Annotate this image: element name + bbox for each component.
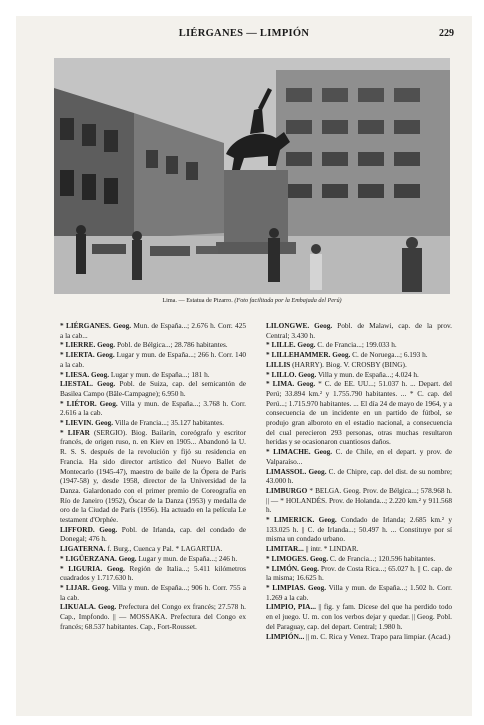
running-title: LIÉRGANES — LIMPIÓN — [178, 28, 310, 39]
entry-lierta: * LIERTA. Geog. Lugar y mun. de España...; 266 h. Corr. 140 a la cab. — [60, 350, 246, 369]
entry-limitar: LIMITAR... || intr. * LINDAR. — [266, 544, 359, 554]
caption-main: Lima. — Estatua de Pizarro. — [162, 297, 233, 304]
entry-limburgo: LIMBURGO * BELGA. Geog. Prov. de Bélgica...; 578.968 h. || — * HOLANDÉS. Prov. de Holanda...; 2.220 km.² y 911.568 h. — [266, 485, 452, 515]
entry-limon: * LIMÓN. Geog. Prov. de Costa Rica...; 65.027 h. || C. cap. de la misma; 16.625 h. — [266, 563, 453, 583]
entry-limassol: LIMASSOL. Geog. C. de Chipre, cap. del dist. de su nombre; 43.000 h. — [266, 466, 452, 486]
entry-limpias: * LIMPIAS. Geog. Villa y mun. de España...; 1.502 h. Corr. 1.269 a la cab. — [266, 582, 452, 602]
entry-lifar: * LIFAR (SERGIO). Biog. Bailarín, coreógrafo y escritor francés, de origen ruso, n. en Kiev en 1905... Abandonó la U. R. S. S. después de la revolución y fijó su residencia en Francia. Ha sido director artístico del Nuevo Ballet de Montecarlo (1945-47), maestro de baile de la Ópera de París (1947-58) y, desde 1958, director de la Universidad de la Danza. Galardonado con el primer premio de Coreografía en Río de Janeiro (1952), Óscar de la Danza (1953) y medalla de oro de la Ciudad de París (1956). Ha actuado en la película Le testament d'Orphée. — [60, 427, 246, 525]
entry-liguerzana: * LIGÜERZANA. Geog. Lugar y mun. de España...; 246 h. — [60, 553, 238, 563]
left-column — [60, 321, 246, 632]
entry-likuala: LIKUALA. Geog. Prefectura del Congo ex francés; 27.578 h. Cap., Impfondo. || — MOSSAKA. Prefectura del Congo ex francés; 68.537 habitantes. Cap., Fort-Rousset. — [60, 602, 246, 631]
photo-illustration — [54, 58, 450, 294]
entry-lillo: * LILLO. Geog. Villa y mun. de España...; 4.024 h. — [266, 369, 419, 379]
entry-lievin: * LIEVIN. Geog. Villa de Francia...; 35.127 habitantes. — [60, 418, 224, 428]
entry-limache: * LIMACHE. Geog. C. de Chile, en el depart. y prov. de Valparaíso... — [266, 447, 452, 466]
photo-statue-pizarro — [54, 58, 450, 294]
entry-lillehammer: * LILLEHAMMER. Geog. C. de Noruega...; 6.193 h. — [266, 350, 428, 360]
entry-lille: * LILLE. Geog. C. de Francia...; 199.033 h. — [266, 340, 397, 350]
entry-liesa: * LIESA. Geog. Lugar y mun. de España...; 181 h. — [60, 369, 210, 379]
dictionary-columns — [60, 321, 452, 716]
entry-lierre: * LIERRE. Geog. Pobl. de Bélgica...; 28.786 habitantes. — [60, 340, 228, 350]
entry-lima: * LIMA. Geog. * C. de EE. UU...; 51.037 h. ... Depart. del Perú; 33.894 km.² y 1.755.790 habitantes. ... * C. cap. del Perú...; 1.715.970 habitantes. ... El día 24 de mayo de 1964, y a consecuencia de un incidente en un partido de fútbol, se produjo gran alboroto en el estadio nacional, a consecuencia del cual perecieron 293 personas, otras muchas resultaron heridas y se ocasionaron cuantiosos daños. — [266, 379, 452, 447]
photo-caption — [54, 297, 450, 304]
entry-lifford: LIFFORD. Geog. Pobl. de Irlanda, cap. del condado de Donegal; 476 h. — [60, 524, 246, 544]
entry-limpio: LIMPIO, PIA... || fig. y fam. Dícese del que ha perdido todo en el juego. U. m. con los verbos dejar y quedar. || Geog. Pobl. del Paraguay, cap. del depart. Central; 1.980 h. — [266, 602, 452, 631]
entry-liguria: * LIGURIA. Geog. Región de Italia...; 5.411 kilómetros cuadrados y 1.717.630 h. — [60, 563, 247, 583]
page-number: 229 — [439, 28, 454, 39]
entry-lillis: LILLIS (HARRY). Biog. V. CROSBY (BING). — [266, 359, 407, 369]
page — [16, 16, 472, 716]
entry-limpion: LIMPIÓN... || m. C. Rica y Venez. Trapo para limpiar. (Acad.) — [266, 631, 451, 641]
entry-liestal: LIESTAL. Geog. Pobl. de Suiza, cap. del semicantón de Basilea Campo (Bâle-Campagne); 6.950 h. — [60, 379, 246, 398]
entry-lijar: * LIJAR. Geog. Villa y mun. de España...; 906 h. Corr. 755 a la cab. — [60, 582, 246, 602]
entry-lilongwe: LILONGWE. Geog. Pobl. de Malawi, cap. de la prov. Central; 3.430 h. — [266, 321, 452, 340]
entry-limoges: * LIMOGES. Geog. C. de Francia...; 120.596 habitantes. — [266, 553, 436, 563]
entry-ligaterna: LIGATERNA. f. Burg., Cuenca y Pal. * LAGARTIJA. — [60, 544, 223, 554]
running-header — [16, 28, 472, 42]
entry-lierganes: * LIÉRGANES. Geog. Mun. de España...; 2.676 h. Corr. 425 a la cab... — [60, 321, 246, 340]
caption-credit: (Foto facilitada por la Embajada del Perú) — [234, 297, 342, 304]
right-column — [266, 321, 452, 641]
entry-lietor: * LIÉTOR. Geog. Villa y mun. de España...; 3.768 h. Corr. 2.616 a la cab. — [60, 398, 246, 418]
entry-limerick: * LIMERICK. Geog. Condado de Irlanda; 2.685 km.² y 133.025 h. || C. de Irlanda...; 50.497 h. ... Constituye por sí misma un condado urbano. — [266, 515, 452, 544]
